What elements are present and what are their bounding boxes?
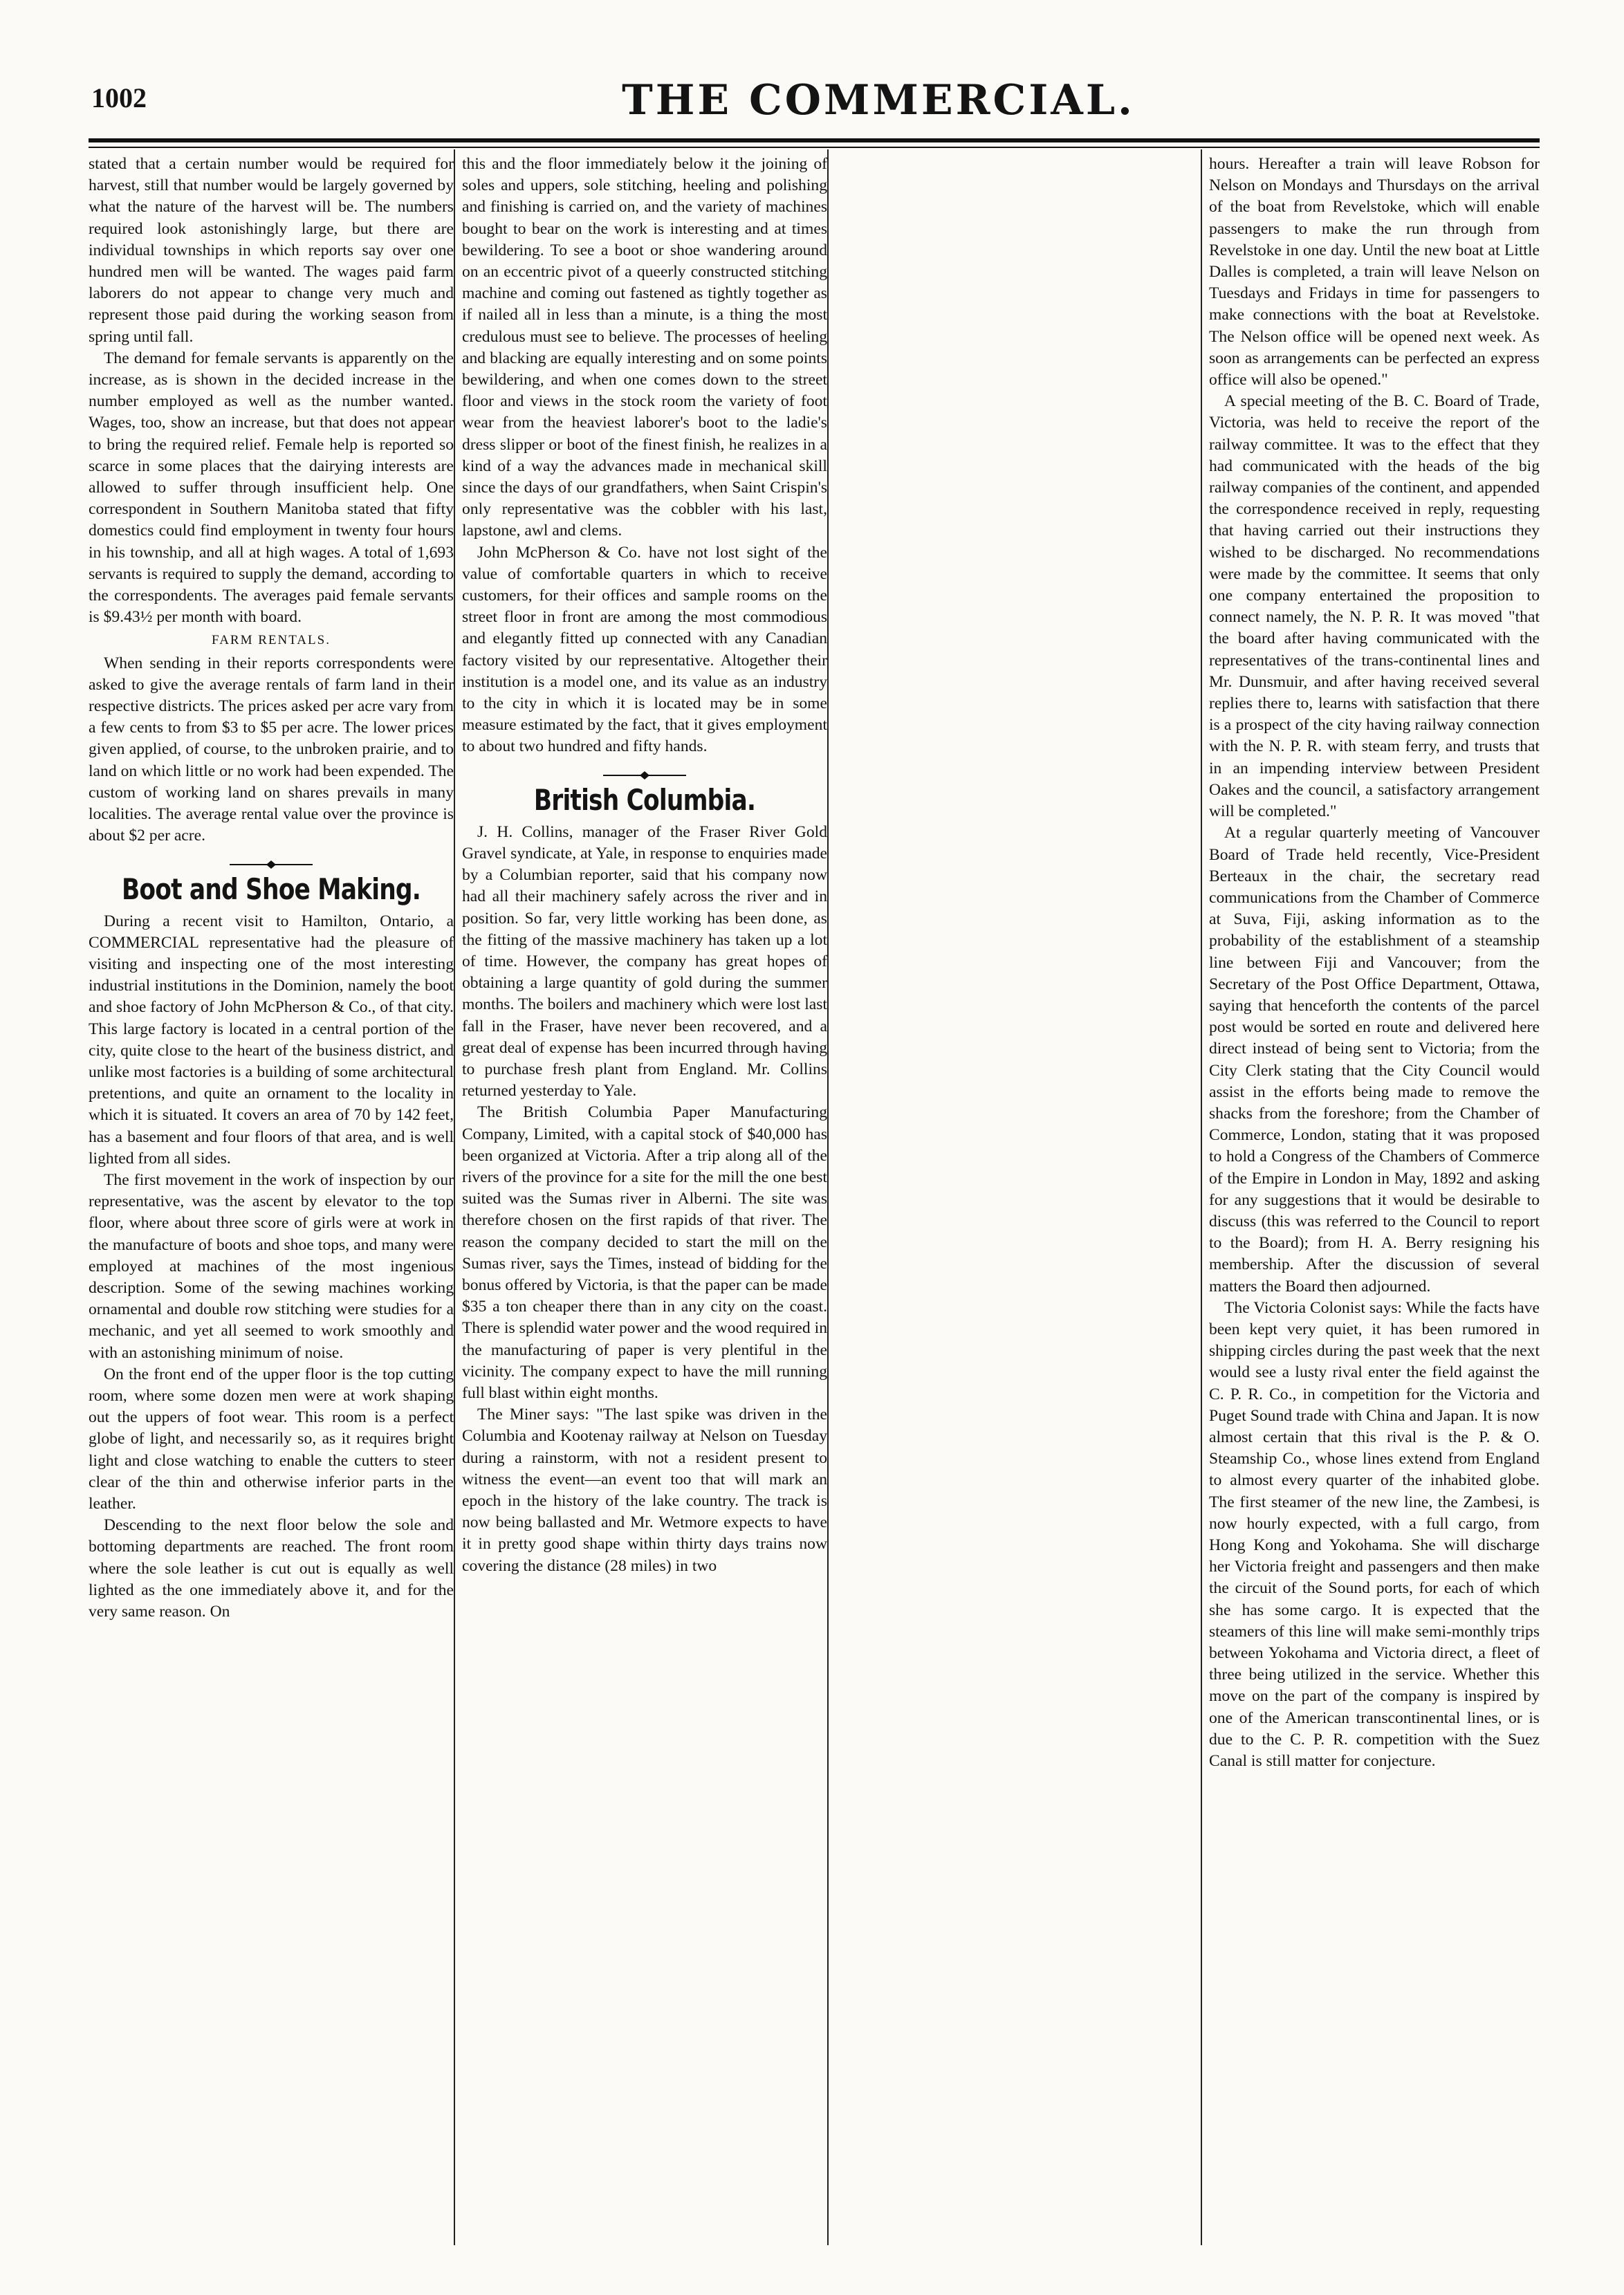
paragraph: On the front end of the upper floor is the top cutting room, where some dozen men were at work shaping out the uppers of foot wear. This room is a perfect globe of light, and necessarily so, as it requires bright light and close watching to enable the cutters to steer clear of the thin and otherwise inferior parts in the leather. [89, 1365, 454, 1513]
header-rule-thin [89, 147, 1540, 148]
paragraph: John McPherson & Co. have not lost sight of the value of comfortable quarters in which to receive customers, for their offices and sample rooms on the street floor in front are among the most commodious and elegantly fitted up connected with any Canadian factory visited by our representative. Altogether their institution is a model one, and its value as an industry to the city in which it is located may be in some measure estimated by the fact, that it gives employment to about two hundred and fifty hands. [462, 543, 827, 756]
column-2 [462, 154, 827, 2242]
paragraph: A special meeting of the B. C. Board of Trade, Victoria, was held to receive the report of the railway committee. It was to the effect that they had communicated with the heads of the big railway companies of the continent, and appended the correspondence received in reply, requesting that having carried out their instructions they wished to be discharged. No recommendations were made by the committee. It seems that only one company entertained the proposition to connect namely, the N. P. R. It was moved "that the board after having communicated with the representatives of the trans-continental lines and Mr. Dunsmuir, and after having received several replies there to, learns with satisfaction that there is a prospect of the city having railway connection with the N. P. R. with steam ferry, and trusts that in an impending interview between President Oakes and the council, a satisfactory arrangement will be completed." [1209, 392, 1540, 821]
page-number: 1002 [91, 82, 147, 113]
column-1 [89, 154, 454, 2242]
paragraph: Descending to the next floor below the sole and bottoming departments are reached. The front room where the sole leather is cut out is equally as well lighted as the one immediately above it, and for the very same reason. On [89, 1516, 454, 1621]
masthead-title: THE COMMERCIAL. [622, 76, 1135, 125]
section-divider-ornament [202, 860, 340, 869]
paragraph: When sending in their reports correspondents were asked to give the average rentals of farm land in their respective districts. The prices asked per acre vary from a few cents to from $3 to $5 per acre. The lower prices given applied, of course, to the unbroken prairie, and to land on which little or no work had been expended. The custom of working land on shares prevails in many localities. The average rental value over the province is about $2 per acre. [89, 654, 454, 845]
paragraph: The demand for female servants is apparently on the increase, as is shown in the decided increase in the number employed as well as the number wanted. Wages, too, show an increase, but that does not appear to bring the required relief. Female help is reported so scarce in some places that the dairying interests are allowed to suffer through insufficient help. One correspondent in Southern Manitoba stated that fifty domestics could find employment in twenty four hours in his township, and all at high wages. A total of 1,693 servants is required to supply the demand, according to the correspondents. The averages paid female servants is $9.43½ per month with board. [89, 349, 454, 627]
paragraph: During a recent visit to Hamilton, Ontario, a COMMERCIAL representative had the pleasure of visiting and inspecting one of the most interesting industrial institutions in the Dominion, namely the boot and shoe factory of John McPherson & Co., of that city. This large factory is located in a central portion of the city, quite close to the heart of the business district, and unlike most factories is a building of some architectural pretentions, and quite an ornament to the locality in which it is situated. It covers an area of 70 by 142 feet, has a basement and four floors of that area, and is well lighted from all sides. [89, 912, 454, 1168]
paragraph: The Miner says: "The last spike was driven in the Columbia and Kootenay railway at Nelson on Tuesday during a rainstorm, with not a resident present to witness the event—an event too that will mark an epoch in the history of the lake country. The track is now being ballasted and Mr. Wetmore expects to have it in pretty good shape within thirty days trains now covering the distance (28 miles) in two [462, 1405, 827, 1575]
column-divider [827, 149, 829, 2245]
column-divider [1201, 149, 1202, 2245]
paragraph: J. H. Collins, manager of the Fraser River Gold Gravel syndicate, at Yale, in response to enquiries made by a Columbian reporter, said that his company now had all their machinery safely across the river and in position. So far, very little working has been done, as the fitting of the massive machinery has taken up a lot of time. However, the company has great hopes of obtaining a large quantity of gold during the summer months. The boilers and machinery which were lost last fall in the Fraser, have never been recovered, and a great deal of expense has been incurred through having to purchase fresh plant from England. Mr. Collins returned yesterday to Yale. [462, 822, 827, 1100]
column-divider [454, 149, 455, 2245]
paragraph: At a regular quarterly meeting of Vancouver Board of Trade held recently, Vice-President Berteaux in the chair, the secretary read communications from the Chamber of Commerce at Suva, Fiji, asking information as to the probability of the establishment of a steamship line between Fiji and Vancouver; from the Secretary of the Post Office Department, Ottawa, saying that henceforth the contents of the parcel post would be sorted en route and delivered here direct instead of being sent to Victoria; from the City Clerk stating that the City Council would assist in the efforts being made to remove the shacks from the foreshore; from the Chamber of Commerce, London, stating that it was proposed to hold a Congress of the Chambers of Commerce of the Empire in London in May, 1892 and asking for any suggestions that it would be desirable to discuss (this was referred to the Council to report to the Board); from H. A. Berry resigning his membership. After the discussion of several matters the Board then adjourned. [1209, 824, 1540, 1296]
article-title-british-columbia: British Columbia. [533, 782, 756, 817]
paragraph: The British Columbia Paper Manufacturing Company, Limited, with a capital stock of $40,000 has been organized at Victoria. After a trip along all of the rivers of the province for a site for the mill the one best suited was the Sumas river in Alberni. The site was therefore chosen on the first rapids of that river. The reason the company decided to start the mill on the Sumas river, says the Times, instead of bidding for the bonus offered by Victoria, is that the paper can be made $35 a ton cheaper there than in any city on the coast. There is splendid water power and the wood required in the manufacturing of paper is very plentiful in the vicinity. The company expect to have the mill running full blast within eight months. [462, 1103, 827, 1402]
subheading-farm-rentals: FARM RENTALS. [212, 633, 331, 648]
section-divider-ornament [575, 771, 714, 780]
article-title-boot-and-shoe: Boot and Shoe Making. [121, 872, 421, 906]
paragraph: stated that a certain number would be required for harvest, still that number would be largely governed by what the nature of the harvest will be. The numbers required look astonishingly large, but there are individual townships in which reports say over one hundred men will be wanted. The wages paid farm laborers do not appear to change very much and represent those paid during the working season from spring until fall. [89, 155, 454, 346]
paragraph: this and the floor immediately below it the joining of soles and uppers, sole stitching, heeling and polishing and finishing is carried on, and the variety of machines bought to bear on the work is interesting and at times bewildering. To see a boot or shoe wandering around on an eccentric pivot of a queerly constructed stitching machine and coming out fastened as tightly together as if nailed all in less than a minute, is a thing the most credulous must see to believe. The processes of heeling and blacking are equally interesting and on some points bewildering, and when one comes down to the street floor and views in the stock room the variety of foot wear from the heaviest laborer's boot to the ladie's dress slipper or boot of the finest finish, he realizes in a kind of a way the advances made in mechanical skill since the days of our grandfathers, when Saint Crispin's only representative was the cobbler with his last, lapstone, awl and clems. [462, 155, 827, 540]
paragraph: hours. Hereafter a train will leave Robson for Nelson on Mondays and Thursdays on the arrival of the boat from Revelstoke, which will enable passengers to make the run through from Revelstoke in one day. Until the new boat at Little Dalles is completed, a train will leave Nelson on Tuesdays and Fridays in time for passengers to make connections with the boat at Revelstoke. The Nelson office will be opened next week. As soon as arrangements can be perfected an express office will also be opened." [1209, 155, 1540, 389]
column-3 [1209, 154, 1540, 2242]
header-rule-thick [89, 138, 1540, 142]
paragraph: The first movement in the work of inspection by our representative, was the ascent by elevator to the top floor, where about three score of girls were at work in the manufacture of boots and shoe tops, and many were employed at machines of the most ingenious description. Some of the sewing machines working ornamental and double row stitching were studies for a mechanic, and yet all seemed to work smoothly and with an astonishing minimum of noise. [89, 1170, 454, 1362]
paragraph: The Victoria Colonist says: While the facts have been kept very quiet, it has been rumored in shipping circles during the past week that the next would see a lusty rival enter the field against the C. P. R. Co., in competition for the Victoria and Puget Sound trade with China and Japan. It is now almost certain that this rival is the P. & O. Steamship Co., whose lines extend from England to almost every quarter of the inhabited globe. The first steamer of the new line, the Zambesi, is now hourly expected, with a full cargo, from Hong Kong and Yokohama. She will discharge her Victoria freight and passengers and then make the circuit of the Sound ports, for each of which she has some cargo. It is expected that the steamers of this line will make semi-monthly trips between Yokohama and Victoria direct, a fleet of three being utilized in the service. Whether this move on the part of the company is inspired by one of the American transcontinental lines, or is due to the C. P. R. competition with the Suez Canal is still matter for conjecture. [1209, 1298, 1540, 1771]
